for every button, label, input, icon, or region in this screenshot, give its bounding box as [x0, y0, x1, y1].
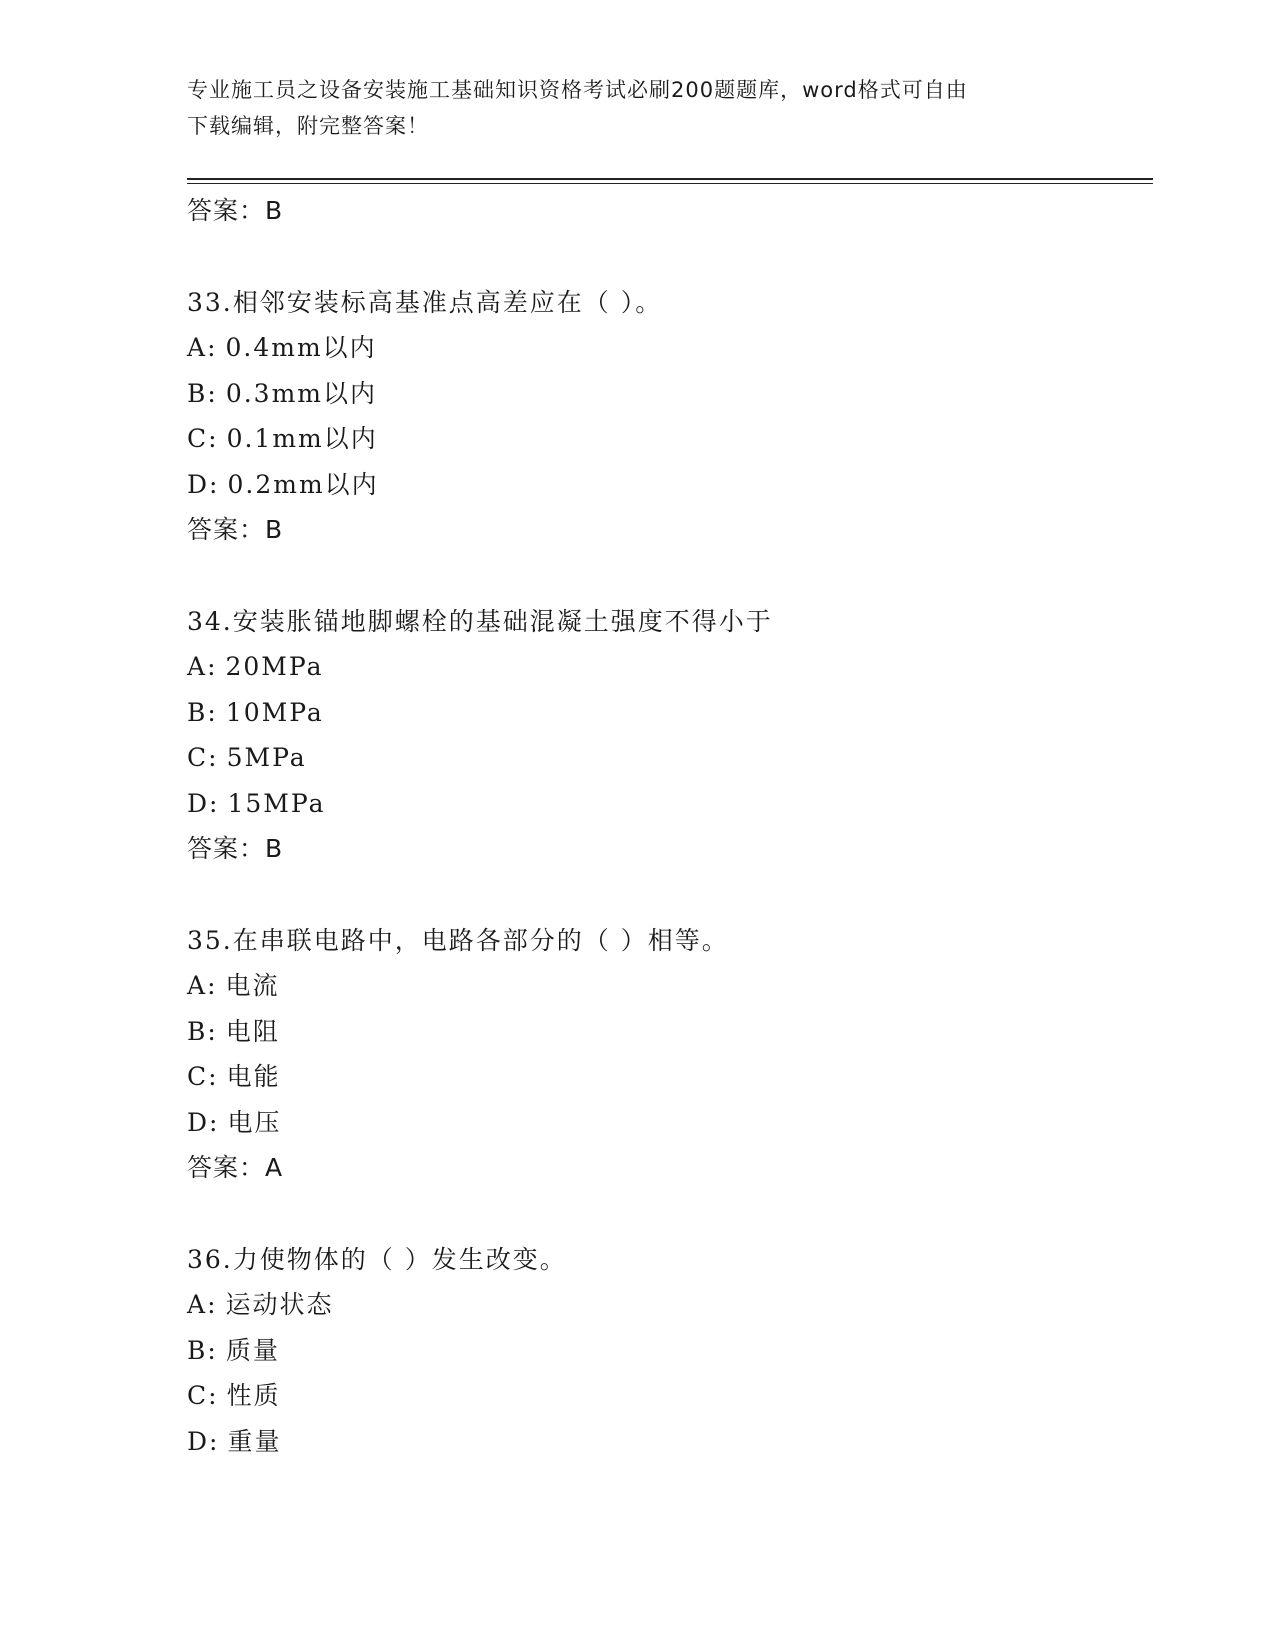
option-d: D: 电压 [187, 1107, 282, 1137]
option-d: D: 0.2mm以内 [187, 469, 379, 499]
option-b: B: 10MPa [187, 697, 324, 727]
option-d: D: 15MPa [187, 788, 326, 818]
header-divider-thin [187, 183, 1153, 184]
question-gap [187, 553, 1153, 599]
option-a: A: 运动状态 [187, 1290, 334, 1319]
question-gap [187, 1191, 1153, 1237]
question-stem: 36.力使物体的（ ）发生改变。 [187, 1244, 567, 1274]
question-block [187, 918, 1153, 1191]
question-gap [187, 872, 1153, 918]
option-b: B: 0.3mm以内 [187, 378, 377, 408]
option-b: B: 电阻 [187, 1016, 280, 1046]
option-c: C: 电能 [187, 1062, 281, 1091]
question-stem: 35.在串联电路中，电路各部分的（ ）相等。 [187, 925, 729, 955]
answer-line: 答案：B [187, 834, 284, 863]
question-block [187, 1237, 1153, 1465]
question-stem: 34.安装胀锚地脚螺栓的基础混凝土强度不得小于 [187, 606, 773, 636]
header-line-1: 专业施工员之设备安装施工基础知识资格考试必刷200题题库，word格式可自由 [187, 78, 968, 102]
option-b: B: 质量 [187, 1335, 280, 1365]
question-gap [187, 234, 1153, 280]
option-c: C: 性质 [187, 1381, 281, 1410]
header-divider-thick [187, 178, 1153, 180]
option-a: A: 20MPa [187, 652, 324, 681]
answer-line: 答案：A [187, 1153, 284, 1182]
question-block [187, 280, 1153, 553]
header-line-2: 下载编辑，附完整答案！ [187, 114, 429, 138]
option-a: A: 0.4mm以内 [187, 333, 377, 362]
option-d: D: 重量 [187, 1426, 282, 1456]
question-stem: 33.相邻安装标高基准点高差应在（ ）。 [187, 287, 663, 317]
option-c: C: 5MPa [187, 743, 307, 772]
answer-line: 答案：B [187, 196, 284, 225]
question-list [187, 188, 1153, 1464]
answer-line: 答案：B [187, 515, 284, 544]
option-a: A: 电流 [187, 971, 280, 1000]
document-header [187, 72, 1067, 144]
question-block [187, 599, 1153, 872]
option-c: C: 0.1mm以内 [187, 424, 378, 453]
